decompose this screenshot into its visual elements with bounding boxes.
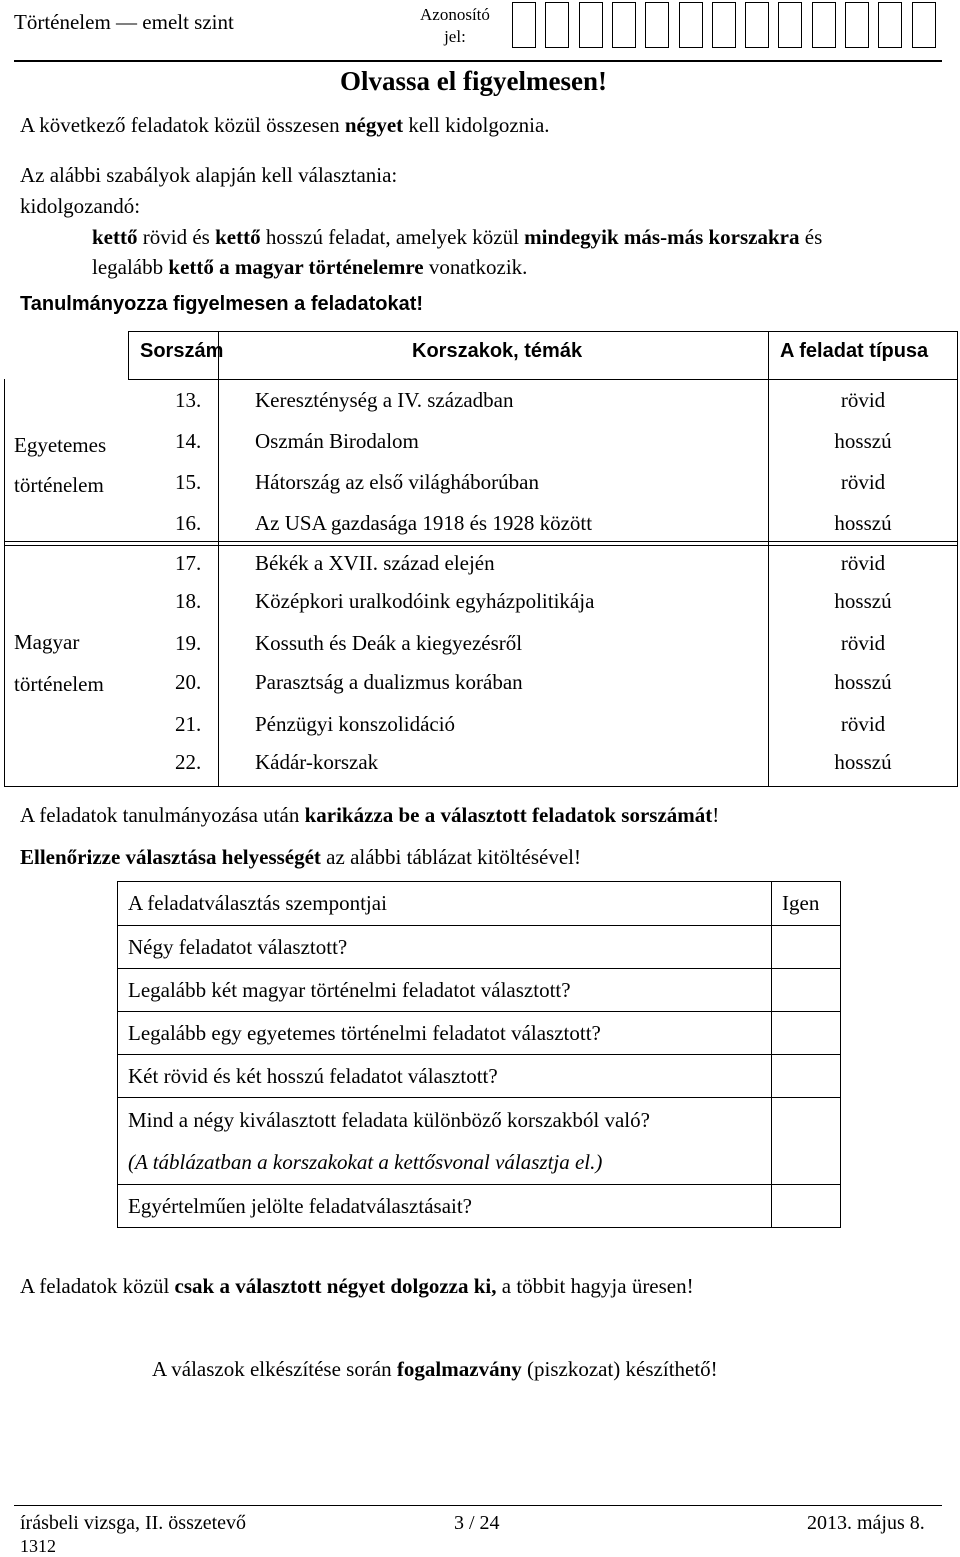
- task-topic: Az USA gazdasága 1918 és 1928 között: [255, 511, 593, 535]
- task-type: hosszú: [834, 511, 892, 535]
- check-cell[interactable]: [772, 926, 841, 969]
- check-cell[interactable]: [772, 969, 841, 1012]
- task-type: hosszú: [834, 670, 892, 694]
- id-box[interactable]: [745, 2, 769, 48]
- intro-line-1: A következő feladatok közül összesen négyet kell kidolgoznia.: [20, 113, 550, 137]
- check-instruction: Ellenőrizze választása helyességét az alábbi táblázat kitöltésével!: [20, 845, 581, 869]
- check-cell[interactable]: [772, 1098, 841, 1185]
- task-type: hosszú: [834, 429, 892, 453]
- id-label: [420, 4, 490, 48]
- task-type: rövid: [840, 712, 886, 736]
- task-number[interactable]: 16.: [175, 511, 202, 535]
- task-type: rövid: [840, 388, 886, 412]
- check-row: Egyértelműen jelölte feladatválasztásait?: [118, 1185, 772, 1228]
- task-topic: Középkori uralkodóink egyházpolitikája: [255, 589, 595, 613]
- check-row-different-eras: Mind a négy kiválasztott feladata különböző korszakból való? (A táblázatban a korszakokat a kettősvonal választja el.): [118, 1098, 772, 1185]
- task-topic: Békék a XVII. század elején: [255, 551, 495, 575]
- id-box[interactable]: [712, 2, 736, 48]
- header-rule: [14, 60, 942, 62]
- check-table-header: A feladatválasztás szempontjai: [118, 882, 772, 926]
- task-topic: Hátország az első világháborúban: [255, 470, 539, 494]
- task-type: hosszú: [834, 750, 892, 774]
- id-box[interactable]: [512, 2, 536, 48]
- id-box[interactable]: [912, 2, 936, 48]
- page-title: Olvassa el figyelmesen!: [340, 66, 607, 96]
- footer-code: 1312: [20, 1536, 56, 1556]
- task-number[interactable]: 18.: [175, 589, 202, 613]
- id-box[interactable]: [812, 2, 836, 48]
- header-subject: Történelem — emelt szint: [14, 10, 234, 34]
- check-cell[interactable]: [772, 1185, 841, 1228]
- task-number[interactable]: 17.: [175, 551, 202, 575]
- intro-line-5: legalább kettő a magyar történelemre vonatkozik.: [92, 255, 528, 279]
- id-box[interactable]: [545, 2, 569, 48]
- task-topic: Oszmán Birodalom: [255, 429, 419, 453]
- intro-line-3: kidolgozandó:: [20, 194, 141, 218]
- task-number[interactable]: 15.: [175, 470, 202, 494]
- check-cell[interactable]: [772, 1055, 841, 1098]
- check-table: [117, 881, 841, 1228]
- task-type: rövid: [840, 470, 886, 494]
- task-number[interactable]: 13.: [175, 388, 202, 412]
- task-topic: Pénzügyi konszolidáció: [255, 712, 456, 736]
- closing-line-1: A feladatok közül csak a választott négyet dolgozza ki, a többit hagyja üresen!: [20, 1274, 694, 1298]
- id-box[interactable]: [679, 2, 703, 48]
- task-number[interactable]: 22.: [175, 750, 202, 774]
- task-number[interactable]: 20.: [175, 670, 202, 694]
- footer-page: 3 / 24: [454, 1512, 500, 1534]
- id-box[interactable]: [878, 2, 902, 48]
- id-label-line2: jel:: [444, 27, 466, 46]
- intro-line-2: Az alábbi szabályok alapján kell választania:: [20, 163, 398, 187]
- check-row: Két rövid és két hosszú feladatot választott?: [118, 1055, 772, 1098]
- task-type: hosszú: [834, 589, 892, 613]
- check-row: Négy feladatot választott?: [118, 926, 772, 969]
- task-number[interactable]: 19.: [175, 631, 202, 655]
- id-box[interactable]: [579, 2, 603, 48]
- header-topic: Korszakok, témák: [412, 340, 583, 362]
- task-topic: Kossuth és Deák a kiegyezésről: [255, 631, 523, 655]
- footer-left: írásbeli vizsga, II. összetevő: [20, 1512, 247, 1534]
- task-number[interactable]: 21.: [175, 712, 202, 736]
- check-cell[interactable]: [772, 1012, 841, 1055]
- task-topic: Kereszténység a IV. században: [255, 388, 514, 412]
- era-separator: [4, 541, 958, 542]
- header-type: A feladat típusa: [780, 340, 929, 362]
- task-type: rövid: [840, 551, 886, 575]
- task-number[interactable]: 14.: [175, 429, 202, 453]
- id-box[interactable]: [778, 2, 802, 48]
- id-label-line1: Azonosító: [420, 5, 490, 24]
- check-table-yes-header: Igen: [772, 882, 841, 926]
- task-topic: Parasztság a dualizmus korában: [255, 670, 523, 694]
- circle-instruction: A feladatok tanulmányozása után karikázza be a választott feladatok sorszámát!: [20, 803, 720, 827]
- footer-rule: [14, 1505, 942, 1506]
- id-box[interactable]: [845, 2, 869, 48]
- group-label-universal: Egyetemes történelem: [14, 433, 107, 497]
- check-row: Legalább két magyar történelmi feladatot választott?: [118, 969, 772, 1012]
- closing-line-2: A válaszok elkészítése során fogalmazvány (piszkozat) készíthető!: [152, 1357, 718, 1381]
- intro-line-4: kettő rövid és kettő hosszú feladat, amelyek közül mindegyik más-más korszakra és: [92, 225, 823, 249]
- task-type: rövid: [840, 631, 886, 655]
- footer-date: 2013. május 8.: [807, 1512, 925, 1534]
- check-row: Legalább egy egyetemes történelmi feladatot választott?: [118, 1012, 772, 1055]
- study-instruction: Tanulmányozza figyelmesen a feladatokat!: [20, 293, 424, 315]
- task-topic: Kádár-korszak: [255, 750, 379, 774]
- header-num: Sorszám: [140, 340, 224, 362]
- id-box[interactable]: [645, 2, 669, 48]
- group-label-hungarian: Magyar történelem: [14, 630, 104, 696]
- id-box[interactable]: [612, 2, 636, 48]
